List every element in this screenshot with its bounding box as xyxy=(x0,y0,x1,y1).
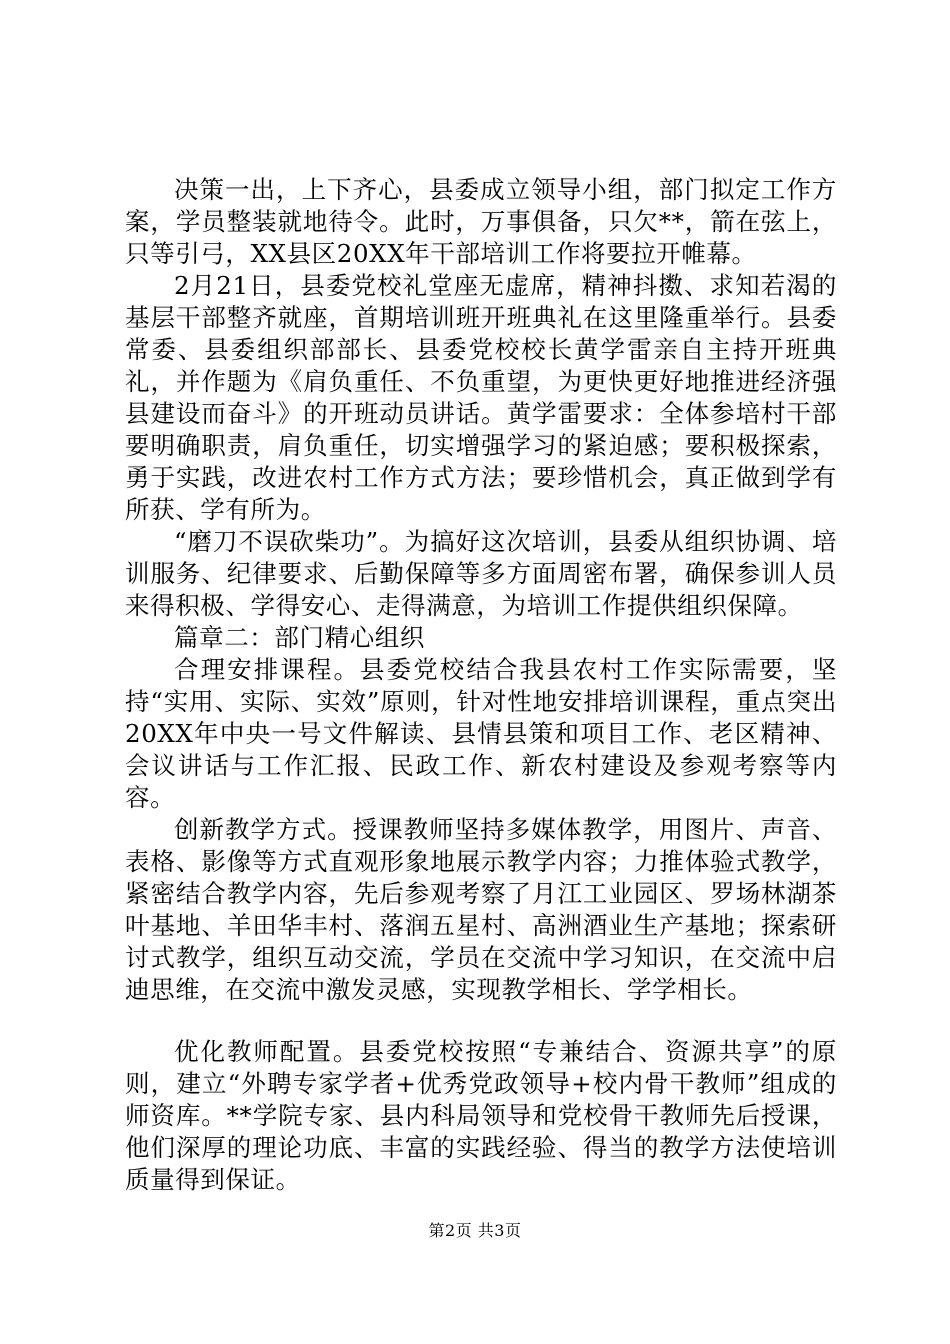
page-number-footer: 第2页 共3页 xyxy=(428,1221,522,1240)
paragraph-course-arrangement: 合理安排课程。县委党校结合我县农村工作实际需要，坚持“实用、实际、实效”原则，针对性地安排培训课程，重点突出20XX年中央一号文件解读、县情县策和项目工作、老区精神、会议讲话与工作汇报、民政工作、新农村建设及参观考察等内容。 xyxy=(125,655,837,812)
paragraph-teacher-allocation: 优化教师配置。县委党校按照“专兼结合、资源共享”的原则，建立“外聘专家学者+优秀党政领导+校内骨干教师”组成的师资库。**学院专家、县内科局领导和党校骨干教师先后授课，他们深厚的理论功底、丰富的实践经验、得当的教学方法使培训质量得到保证。 xyxy=(125,1037,837,1194)
section-heading-chapter-two: 篇章二：部门精心组织 xyxy=(174,623,425,652)
paragraph-opening-ceremony: 2月21日，县委党校礼堂座无虚席，精神抖擞、求知若渴的基层干部整齐就座，首期培训班开班典礼在这里隆重举行。县委常委、县委组织部部长、县委党校校长黄学雷亲自主持开班典礼，并作题为《肩负重任、不负重望，为更快更好地推进经济强县建设而奋斗》的开班动员讲话。黄学雷要求：全体参培村干部要明确职责，肩负重任，切实增强学习的紧迫感；要积极探索，勇于实践，改进农村工作方式方法；要珍惜机会，真正做到学有所获、学有所为。 xyxy=(125,271,837,524)
paragraph-preparation: “磨刀不误砍柴功”。为搞好这次培训，县委从组织协调、培训服务、纪律要求、后勤保障等多方面周密布署，确保参训人员来得积极、学得安心、走得满意，为培训工作提供组织保障。 xyxy=(125,527,837,620)
paragraph-decision: 决策一出，上下齐心，县委成立领导小组，部门拟定工作方案，学员整装就地待令。此时，万事俱备，只欠**，箭在弦上，只等引弓，XX县区20XX年干部培训工作将要拉开帷幕。 xyxy=(125,175,837,268)
paragraph-teaching-innovation: 创新教学方式。授课教师坚持多媒体教学，用图片、声音、表格、影像等方式直观形象地展示教学内容；力推体验式教学，紧密结合教学内容，先后参观考察了月江工业园区、罗场林湖茶叶基地、羊田华丰村、落润五星村、高洲酒业生产基地；探索研讨式教学，组织互动交流，学员在交流中学习知识，在交流中启迪思维，在交流中激发灵感，实现教学相长、学学相长。 xyxy=(125,815,837,1004)
document-body xyxy=(125,174,837,1196)
